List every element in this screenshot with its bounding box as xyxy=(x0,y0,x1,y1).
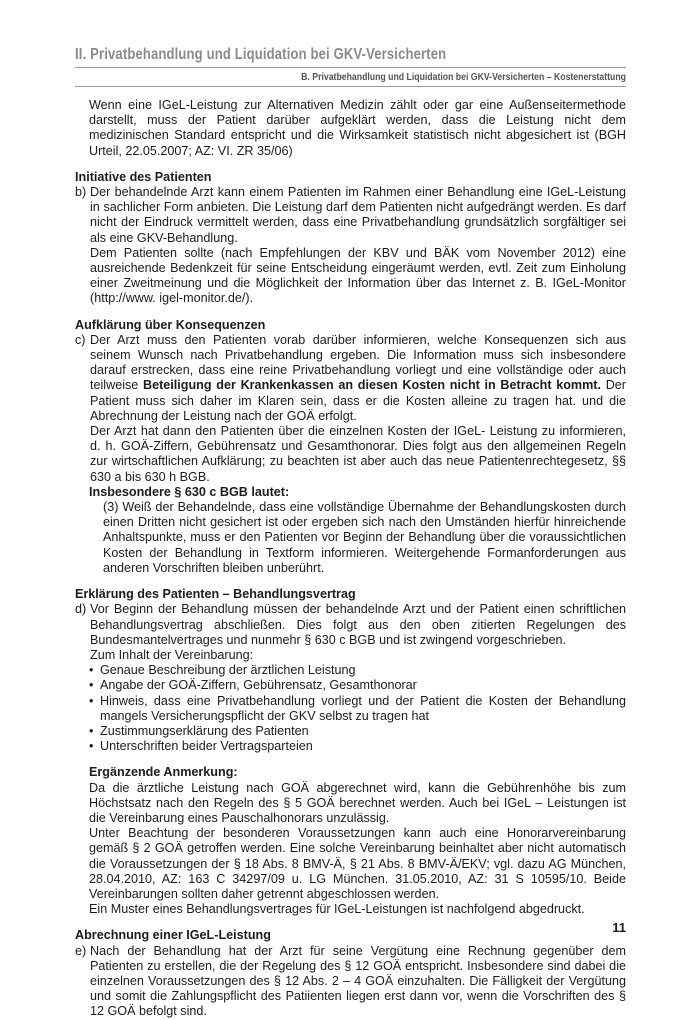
item-marker: e) xyxy=(75,943,87,958)
bullet-icon: • xyxy=(89,678,94,693)
paragraph: Nach der Behandlung hat der Arzt für seine Vergütung eine Rechnung gegenüber dem Patienten zu erstellen, die der Regelung des § 12 GOÄ entspricht. Insbesondere sind dabei die einzelnen Voraussetzungen des § 12 Abs. 2 – 4 GOÄ einzuhalten. Die Fälligkeit der Vergütung und somit die Zahlungspflicht des Patiienten liegen erst dann vor, wenn die Vorschriften des § 12 GOÄ befolgt sind. xyxy=(90,943,626,1019)
heading-anmerkung: Ergänzende Anmerkung: xyxy=(89,765,238,780)
list-item: • Hinweis, dass eine Privatbehandlung vorliegt und der Patient die Kosten der Behandlung mangels Versicherungspflicht der GKV selbst zu tragen hat xyxy=(89,693,626,723)
text-run: Der Arzt muss den Patienten vorab darüber informieren, welche Konsequenzen sich aus seinem Wunsch nach Privatbehandlung ergeben. Die Information muss sich insbesondere darauf erstrecken, dass eine reine Privatbehandlung vorliegt und eine vollständige oder auch teilweise xyxy=(90,332,626,393)
heading-erklaerung: Erklärung des Patienten – Behandlungsvertrag xyxy=(75,587,356,602)
item-c xyxy=(75,333,626,485)
list-item: • Angabe der GOÄ-Ziffern, Gebührensatz, Gesamthonorar xyxy=(89,678,417,693)
subheading-630c: Insbesondere § 630 c BGB lautet: xyxy=(89,484,290,499)
paragraph xyxy=(90,333,626,424)
paragraph: Dem Patienten sollte (nach Empfehlungen der KBV und BÄK vom November 2012) eine ausreichende Bedenkzeit für seine Entscheidung eingeräumt werden, evtl. Zeit zum Einholung einer Zweitmeinung und die Möglichkeit der Information über das Internet z. B. IGeL-Monitor (http://www. igel-monitor.de/). xyxy=(90,245,626,306)
intro-paragraph: Wenn eine IGeL-Leistung zur Alternativen Medizin zählt oder gar eine Außenseitermethode darstellt, muss der Patient darüber aufgeklärt werden, dass die Leistung nicht dem medizinischen Standard entspricht und die Wirksamkeit statistisch nicht abgesichert ist (BGH Urteil, 22.05.2007; AZ: VI. ZR 35/06) xyxy=(89,98,626,158)
page-body xyxy=(75,98,626,1020)
paragraph: Da die ärztliche Leistung nach GOÄ abgerechnet wird, kann die Gebührenhöhe bis zum Höchstsatz nach den Regeln des § 5 GOÄ berechnet werden. Auch bei IGeL – Leistungen ist die Vereinbarung eines Pauschalhonorars unzulässig. xyxy=(89,780,626,825)
heading-abrechnung: Abrechnung einer IGeL-Leistung xyxy=(75,928,271,943)
item-d xyxy=(75,602,626,663)
item-marker: b) xyxy=(75,185,87,200)
bullet-icon: • xyxy=(89,739,94,754)
text-run: Der Patient muss sich daher im Klaren sein, dass er die Kosten alleine zu tragen hat. und die Abrechnung der Leistung nach der GOÄ erfolgt. xyxy=(90,378,626,423)
item-b xyxy=(75,185,626,307)
list-item: • Zustimmungserklärung des Patienten xyxy=(89,723,309,738)
list-item: • Unterschriften beider Vertragsparteien xyxy=(89,739,313,754)
item-marker: d) xyxy=(75,602,87,617)
paragraph: Der Arzt hat dann den Patienten über die einzelnen Kosten der IGeL- Leistung zu informieren, d. h. GOÄ-Ziffern, Gebührensatz und Gesamthonorar. Dies folgt aus den allgemeinen Regeln zur wirtschaftlichen Aufklärung; zu beachten ist aber auch das neue Patientenrechtegesetz, §§ 630 a bis 630 h BGB. xyxy=(90,424,626,484)
list-item: • Genaue Beschreibung der ärztlichen Leistung xyxy=(89,663,356,678)
item-e xyxy=(75,944,626,1020)
bullet-icon: • xyxy=(89,663,94,678)
item-marker: c) xyxy=(75,332,86,347)
paragraph: Ein Muster eines Behandlungsvertrages für IGeL-Leistungen ist nachfolgend abgedruckt. xyxy=(89,902,585,917)
bullet-list xyxy=(75,663,626,754)
chapter-title: II. Privatbehandlung und Liquidation bei GKV-Versicherten xyxy=(75,46,447,63)
list-intro: Zum Inhalt der Vereinbarung: xyxy=(90,647,254,662)
page-number: 11 xyxy=(612,920,626,935)
bullet-icon: • xyxy=(89,723,94,738)
bullet-icon: • xyxy=(89,693,94,708)
emphasis-text: Beteiligung der Krankenkassen an diesen Kosten nicht in Betracht kommt. xyxy=(143,378,601,393)
heading-aufklaerung: Aufklärung über Konsequenzen xyxy=(75,317,266,332)
paragraph: Der behandelnde Arzt kann einem Patienten im Rahmen einer Behandlung eine IGeL-Leistung in sachlicher Form anbieten. Die Leistung darf dem Patienten nicht aufgedrängt werden. Es darf nicht der Eindruck vermittelt werden, dass eine Privatbehandlung grundsätzlich sorgfältiger sei als eine GKV-Behandlung. xyxy=(90,185,626,245)
section-title: B. Privatbehandlung und Liquidation bei GKV-Versicherten – Kostenerstattung xyxy=(301,72,626,83)
paragraph: Vor Beginn der Behandlung müssen der behandelnde Arzt und der Patient einen schriftlichen Behandlungsvertrag abschließen. Dies folgt aus den oben zitierten Regelungen des Bundesmantelvertrages und nunmehr § 630 c BGB und ist zwingend vorgeschrieben. xyxy=(90,602,626,647)
header-rule xyxy=(75,67,626,68)
header-rule-secondary xyxy=(75,86,626,87)
paragraph: Unter Beachtung der besonderen Voraussetzungen kann auch eine Honorarvereinbarung gemäß § 2 GOÄ getroffen werden. Eine solche Vereinbarung beinhaltet aber nicht automatisch die Voraussetzungen der § 18 Abs. 8 BMV-Ä, § 21 Abs. 8 BMV-Ä/EKV; vgl. dazu AG München, 28.04.2010, AZ: 163 C 34297/09 u. LG München. 31.05.2010, AZ: 31 S 10595/10. Beide Vereinbarungen sollten daher getrennt abgeschlossen werden. xyxy=(89,826,626,901)
heading-initiative: Initiative des Patienten xyxy=(75,169,212,184)
running-head xyxy=(75,46,626,87)
law-quote: (3) Weiß der Behandelnde, dass eine vollständige Übernahme der Behandlungskosten durch einen Dritten nicht gesichert ist oder ergeben sich nach den Umständen hierfür hinreichende Anhaltspunkte, muss er den Patienten vor Beginn der Behandlung über die voraussichtlichen Kosten der Behandlung in Textform informieren. Weitergehende Formanforderungen aus anderen Vorschriften bleiben unberührt. xyxy=(103,500,626,575)
